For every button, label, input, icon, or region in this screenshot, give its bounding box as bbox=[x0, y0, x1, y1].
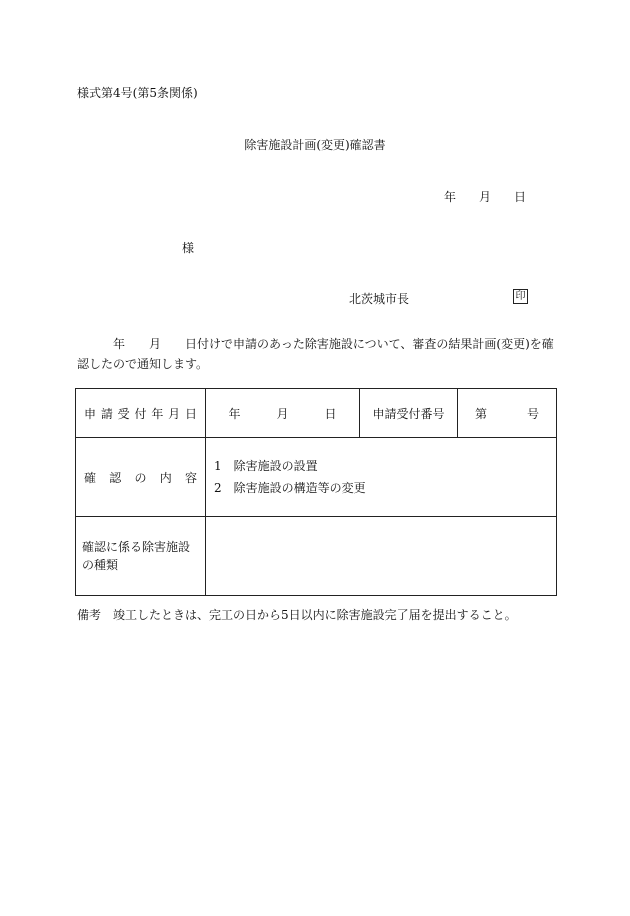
confirmation-content-value bbox=[206, 438, 557, 517]
issue-date-month: 月 bbox=[479, 190, 492, 204]
facility-type-label: 確認に係る除害施設の種類 bbox=[76, 517, 206, 596]
document-title: 除害施設計画(変更)確認書 bbox=[244, 138, 386, 152]
issue-date-year: 年 bbox=[444, 190, 457, 204]
application-number-value: 第 号 bbox=[458, 389, 557, 438]
table-row bbox=[76, 389, 557, 438]
confirmation-content-label: 確認の内容 bbox=[76, 438, 206, 517]
issue-date-day: 日 bbox=[514, 190, 527, 204]
facility-type-value[interactable] bbox=[206, 517, 557, 596]
confirmation-item: 1 除害施設の設置 bbox=[214, 459, 318, 473]
addressee-suffix: 様 bbox=[182, 241, 195, 255]
issue-date bbox=[444, 188, 526, 205]
application-date-label: 申請受付年月日 bbox=[76, 389, 206, 438]
remarks-note: 備考 竣工したときは、完工の日から5日以内に除害施設完了届を提出すること。 bbox=[77, 608, 517, 622]
form-number: 様式第4号(第5条関係) bbox=[77, 86, 198, 100]
issuer-name: 北茨城市長 bbox=[349, 292, 410, 306]
confirmation-item: 2 除害施設の構造等の変更 bbox=[214, 481, 366, 495]
body-text: 年 月 日付けで申請のあった除害施設について、審査の結果計画(変更)を確認したので通知します。 bbox=[77, 337, 554, 371]
application-date-value: 年 月 日 bbox=[206, 389, 360, 438]
confirmation-table bbox=[75, 388, 557, 596]
table-row bbox=[76, 517, 557, 596]
table-row bbox=[76, 438, 557, 517]
application-number-label: 申請受付番号 bbox=[360, 389, 458, 438]
seal-mark: 印 bbox=[513, 289, 528, 304]
